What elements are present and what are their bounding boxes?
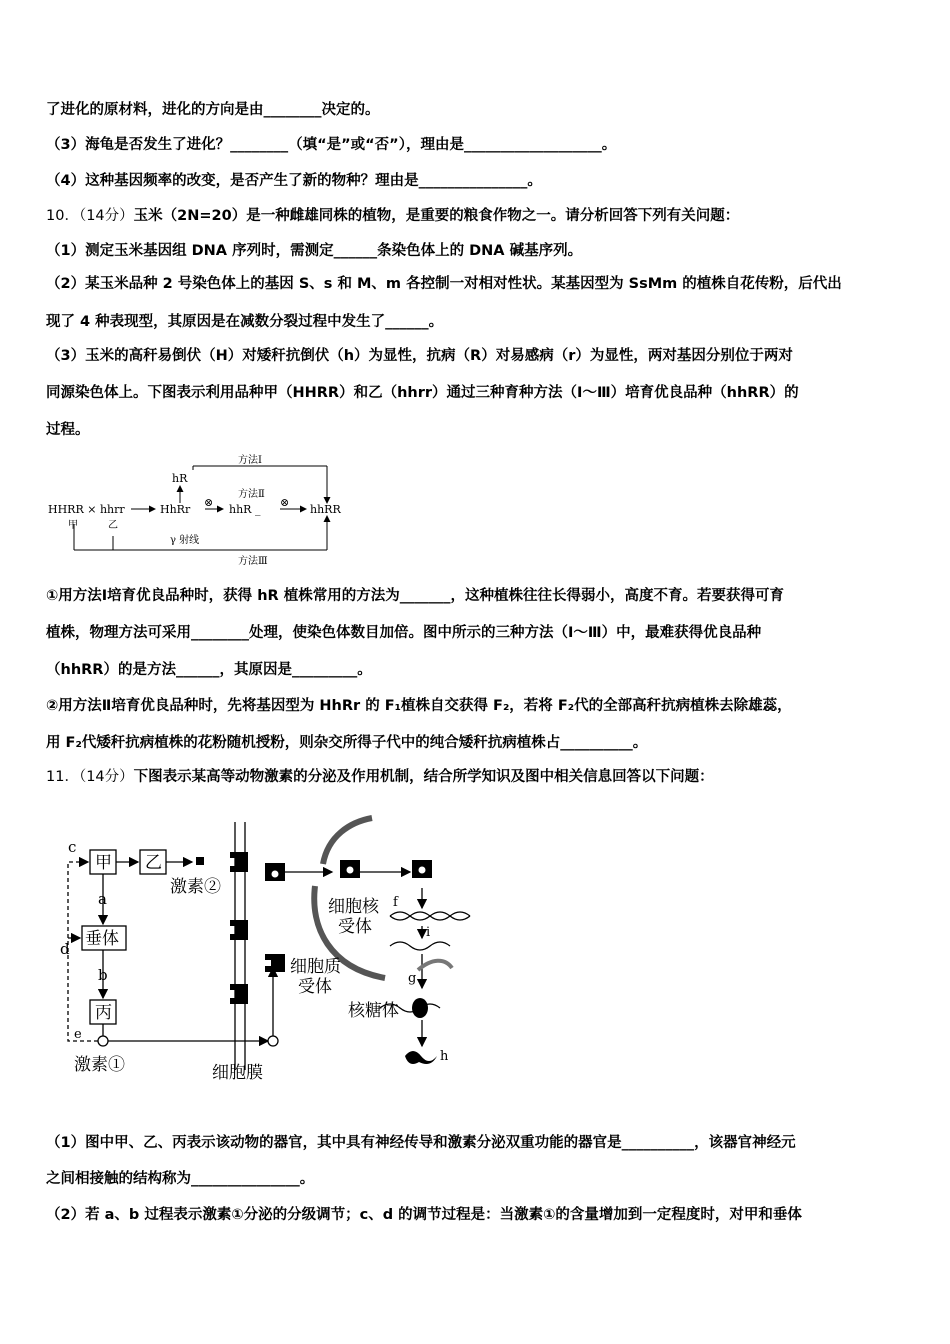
label-organ-bing: 丙 [95, 1003, 112, 1023]
text-line-13: （hhRR）的是方法______，其原因是_________。 [46, 662, 372, 678]
method-2-label: 方法Ⅱ [238, 489, 265, 500]
label-b: b [98, 966, 108, 984]
label-cell-membrane: 细胞膜 [212, 1063, 263, 1083]
question-10-stem: 玉米（2N=20）是一种雌雄同株的植物，是重要的粮食作物之一。请分析回答下列有关问题： [133, 208, 740, 224]
label-ribosome: 核糖体 [348, 1001, 399, 1021]
text-line-8: （3）玉米的高秆易倒伏（H）对矮秆抗倒伏（h）为显性，抗病（R）对易感病（r）为显性，两对基因分别位于两对 [46, 348, 793, 364]
text-line-15: 用 F₂代矮秆抗病植株的花粉随机授粉，则杂交所得子代中的纯合矮秆抗病植株占__________。 [46, 735, 648, 751]
text-line-10: 过程。 [46, 422, 90, 438]
parent-jia-label: 甲 [68, 520, 78, 531]
label-f: f [393, 895, 398, 910]
label-a: a [98, 890, 107, 908]
question-10-heading [46, 206, 906, 226]
text-line-11: ①用方法Ⅰ培育优良品种时，获得 hR 植株常用的方法为_______，这种植株往往长得弱小，高度不育。若要获得可育 [46, 588, 785, 604]
text-line-18: 之间相接触的结构称为_______________。 [46, 1171, 315, 1187]
hhrr-f1-label: HhRr [160, 503, 191, 516]
text-line-1: 了进化的原材料，进化的方向是由________决定的。 [46, 102, 380, 118]
label-hormone-1: 激素① [74, 1055, 125, 1075]
text-line-3: （4）这种基因频率的改变，是否产生了新的物种？理由是_______________。 [46, 173, 542, 189]
method-1-label: 方法Ⅰ [238, 455, 262, 466]
label-nuclear-receptor-line1: 细胞核 [328, 897, 379, 917]
selfing-symbol-1: ⊗ [204, 496, 214, 509]
label-g: g [408, 971, 417, 986]
question-11-stem: 下图表示某高等动物激素的分泌及作用机制，结合所学知识及图中相关信息回答以下问题： [133, 769, 714, 785]
text-line-14: ②用方法Ⅱ培育优良品种时，先将基因型为 HhRr 的 F₁植株自交获得 F₂，若将 F₂代的全部高秆抗病植株去除雄蕊， [46, 698, 792, 714]
breeding-method-diagram [40, 448, 360, 573]
label-d: d [60, 940, 70, 958]
text-line-17: （1）图中甲、乙、丙表示该动物的器官，其中具有神经传导和激素分泌双重功能的器官是__________，该器官神经元 [46, 1135, 796, 1151]
label-cytoplasm-receptor-line2: 受体 [298, 977, 332, 997]
question-10-number: 10．（14分） [46, 208, 134, 224]
text-line-6: （2）某玉米品种 2 号染色体上的基因 S、s 和 M、m 各控制一对相对性状。某基因型为 SsMm 的植株自花传粉，后代出 [46, 276, 842, 292]
label-c: c [68, 838, 77, 856]
method-3-label: 方法Ⅲ [238, 556, 268, 567]
question-11-number: 11．（14分） [46, 769, 134, 785]
hhr-label: hhR _ [229, 503, 261, 516]
parent-cross-label: HHRR × hhrr [48, 503, 125, 516]
hr-label: hR [172, 472, 188, 485]
text-line-7: 现了 4 种表现型，其原因是在减数分裂过程中发生了______。 [46, 314, 444, 330]
label-i: i [426, 925, 431, 940]
label-organ-yi: 乙 [145, 853, 162, 873]
label-h: h [440, 1049, 449, 1064]
text-line-19: （2）若 a、b 过程表示激素①分泌的分级调节；c、d 的调节过程是：当激素①的含量增加到一定程度时，对甲和垂体 [46, 1207, 802, 1223]
parent-yi-label: 乙 [108, 520, 118, 531]
label-cytoplasm-receptor-line1: 细胞质 [290, 957, 341, 977]
label-hormone-2: 激素② [170, 877, 221, 897]
label-organ-jia: 甲 [95, 853, 112, 873]
label-e: e [74, 1027, 82, 1042]
text-line-2: （3）海龟是否发生了进化？________（填“是”或“否”），理由是___________________。 [46, 137, 617, 153]
label-pituitary: 垂体 [85, 929, 119, 949]
text-line-5: （1）测定玉米基因组 DNA 序列时，需测定______条染色体上的 DNA 碱基序列。 [46, 243, 583, 259]
question-11-heading [46, 767, 906, 787]
text-line-9: 同源染色体上。下图表示利用品种甲（HHRR）和乙（hhrr）通过三种育种方法（Ⅰ～Ⅲ）培育优良品种（hhRR）的 [46, 385, 799, 401]
label-nuclear-receptor-line2: 受体 [338, 917, 372, 937]
hormone-mechanism-diagram [60, 808, 480, 1088]
selfing-symbol-2: ⊗ [280, 496, 290, 509]
gamma-ray-label: γ 射线 [170, 535, 200, 546]
hhrr-target-label: hhRR [310, 503, 341, 516]
text-line-12: 植株，物理方法可采用________处理，使染色体数目加倍。图中所示的三种方法（Ⅰ～Ⅲ）中，最难获得优良品种 [46, 625, 762, 641]
